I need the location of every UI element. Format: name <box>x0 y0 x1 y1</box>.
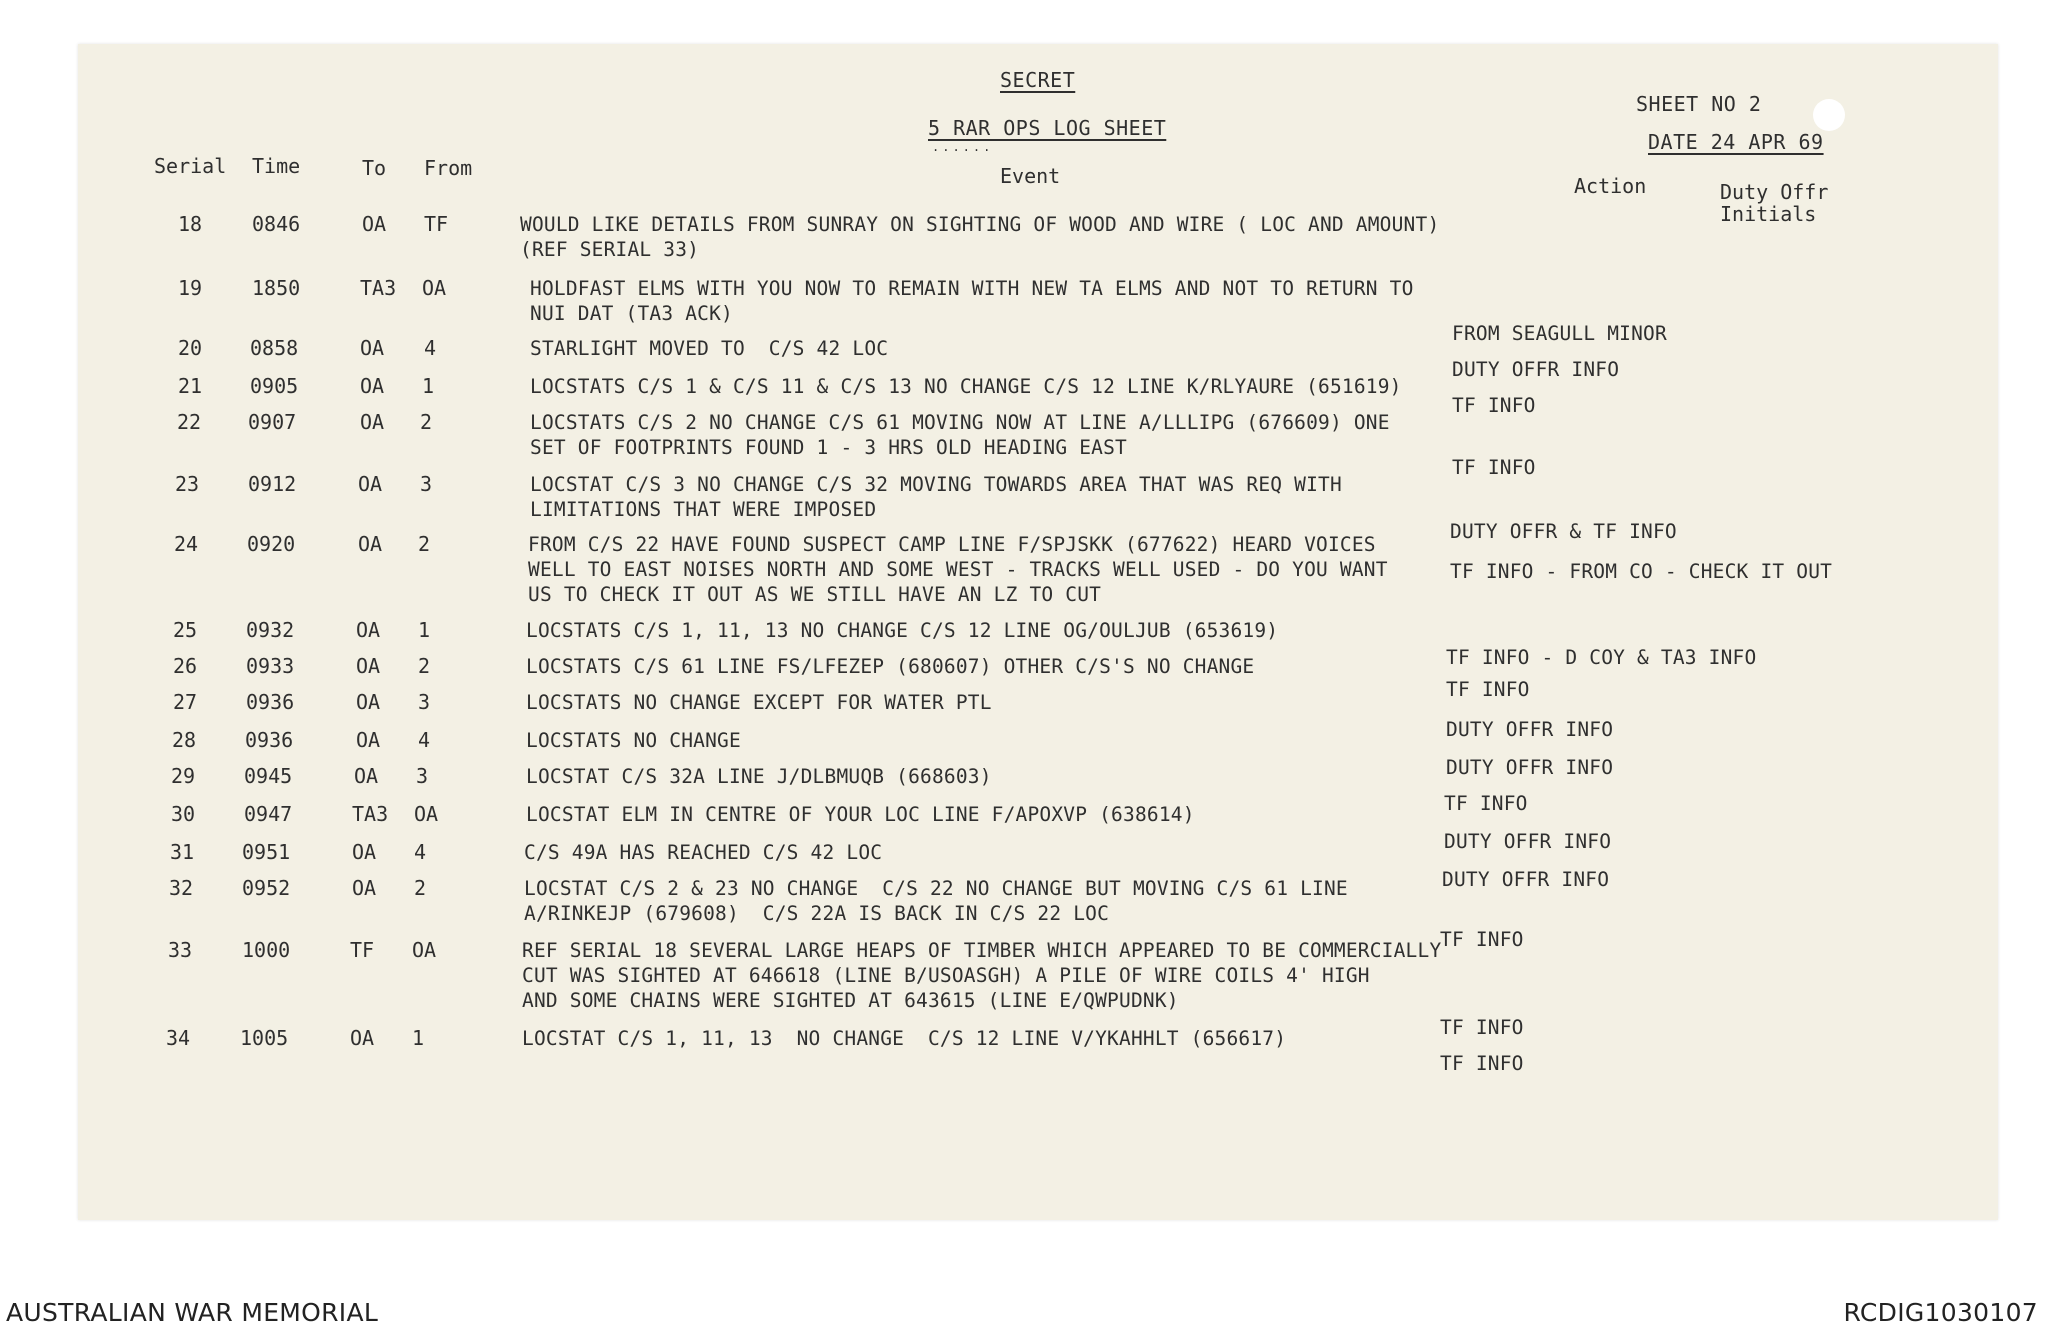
row-event: LOCSTAT C/S 2 & 23 NO CHANGE C/S 22 NO CHANGE BUT MOVING C/S 61 LINE A/RINKEJP (679608) C/S 22A IS BACK IN C/S 22 LOC <box>524 877 1348 925</box>
row-time: 0936 <box>245 728 294 752</box>
row-serial: 31 <box>169 840 195 864</box>
row-time: 0846 <box>252 212 301 236</box>
row-time: 0858 <box>250 336 299 360</box>
row-serial: 30 <box>170 802 196 826</box>
row-from: TF <box>424 212 449 236</box>
row-event: LOCSTATS C/S 61 LINE FS/LFEZEP (680607) OTHER C/S'S NO CHANGE <box>526 655 1255 678</box>
row-event: REF SERIAL 18 SEVERAL LARGE HEAPS OF TIMBER WHICH APPEARED TO BE COMMERCIALLY CUT WAS SIGHTED AT 646618 (LINE B/USOASGH) A PILE OF WIRE COILS 4' HIGH AND SOME CHAINS WERE SIGHTED AT 643615 (LINE E/QWPUDNK) <box>522 939 1442 1012</box>
row-from: 2 <box>418 532 431 556</box>
action-entry: DUTY OFFR INFO <box>1444 830 1612 853</box>
row-serial: 21 <box>177 374 203 398</box>
row-event: STARLIGHT MOVED TO C/S 42 LOC <box>530 337 889 360</box>
row-time: 0920 <box>247 532 296 556</box>
archive-credit: AUSTRALIAN WAR MEMORIAL <box>6 1298 379 1327</box>
row-to: OA <box>354 764 379 788</box>
action-entry: DUTY OFFR INFO <box>1446 718 1614 741</box>
row-event: C/S 49A HAS REACHED C/S 42 LOC <box>524 841 883 864</box>
archive-reference: RCDIG1030107 <box>1843 1298 2038 1327</box>
row-serial: 22 <box>176 410 202 434</box>
row-serial: 24 <box>173 532 199 556</box>
row-from: OA <box>422 276 447 300</box>
col-duty-offr-initials: Initials <box>1720 202 1817 226</box>
row-time: 1005 <box>240 1026 289 1050</box>
action-entry: FROM SEAGULL MINOR <box>1452 322 1667 345</box>
row-event: LOCSTAT C/S 32A LINE J/DLBMUQB (668603) <box>526 765 992 788</box>
action-entry: TF INFO <box>1444 792 1528 815</box>
row-to: OA <box>358 532 383 556</box>
col-action: Action <box>1574 174 1647 198</box>
row-time: 0952 <box>242 876 291 900</box>
row-serial: 26 <box>172 654 198 678</box>
row-event: LOCSTATS C/S 2 NO CHANGE C/S 61 MOVING NOW AT LINE A/LLLIPG (676609) ONE SET OF FOOTPRINTS FOUND 1 - 3 HRS OLD HEADING EAST <box>530 411 1390 459</box>
action-entry: DUTY OFFR INFO <box>1446 756 1614 779</box>
row-serial: 28 <box>171 728 197 752</box>
row-from: 4 <box>418 728 431 752</box>
punch-hole <box>1813 99 1845 131</box>
row-from: 4 <box>414 840 427 864</box>
row-from: 2 <box>418 654 431 678</box>
row-from: 3 <box>416 764 429 788</box>
row-event: LOCSTATS NO CHANGE <box>526 729 741 752</box>
row-serial: 20 <box>177 336 203 360</box>
row-serial: 27 <box>172 690 198 714</box>
row-event: WOULD LIKE DETAILS FROM SUNRAY ON SIGHTING OF WOOD AND WIRE ( LOC AND AMOUNT) (REF SERIAL 33) <box>520 213 1440 261</box>
row-time: 0907 <box>248 410 297 434</box>
row-to: TF <box>350 938 375 962</box>
row-to: OA <box>356 690 381 714</box>
row-to: OA <box>360 410 385 434</box>
action-entry: DUTY OFFR & TF INFO <box>1450 520 1677 543</box>
row-from: 3 <box>418 690 431 714</box>
document-title: 5 RAR OPS LOG SHEET <box>928 116 1167 140</box>
row-time: 0905 <box>250 374 299 398</box>
row-from: 2 <box>420 410 433 434</box>
row-from: OA <box>412 938 437 962</box>
row-from: 4 <box>424 336 437 360</box>
row-serial: 33 <box>167 938 193 962</box>
row-serial: 32 <box>168 876 194 900</box>
action-entry: TF INFO <box>1440 1052 1524 1075</box>
row-event: LOCSTATS C/S 1 & C/S 11 & C/S 13 NO CHANGE C/S 12 LINE K/RLYAURE (651619) <box>530 375 1402 398</box>
row-to: OA <box>352 876 377 900</box>
row-time: 0932 <box>246 618 295 642</box>
action-entry: DUTY OFFR INFO <box>1442 868 1610 891</box>
action-entry: TF INFO - D COY & TA3 INFO <box>1446 646 1757 669</box>
row-time: 0912 <box>248 472 297 496</box>
action-entry: TF INFO <box>1452 456 1536 479</box>
row-to: OA <box>360 374 385 398</box>
row-from: OA <box>414 802 439 826</box>
row-from: 1 <box>412 1026 425 1050</box>
row-event: LOCSTAT C/S 3 NO CHANGE C/S 32 MOVING TOWARDS AREA THAT WAS REQ WITH LIMITATIONS THAT WERE IMPOSED <box>530 473 1342 521</box>
action-entry: TF INFO <box>1452 394 1536 417</box>
row-to: OA <box>358 472 383 496</box>
action-entry: TF INFO <box>1440 928 1524 951</box>
row-time: 1850 <box>252 276 301 300</box>
row-time: 0933 <box>246 654 295 678</box>
sheet-number: SHEET NO 2 <box>1636 92 1762 116</box>
row-serial: 34 <box>165 1026 191 1050</box>
row-serial: 29 <box>170 764 196 788</box>
row-event: LOCSTATS C/S 1, 11, 13 NO CHANGE C/S 12 LINE OG/OULJUB (653619) <box>526 619 1279 642</box>
row-serial: 23 <box>174 472 200 496</box>
row-to: OA <box>356 654 381 678</box>
row-to: OA <box>360 336 385 360</box>
row-time: 0945 <box>244 764 293 788</box>
row-time: 1000 <box>242 938 291 962</box>
action-entry: TF INFO <box>1440 1016 1524 1039</box>
row-to: TA3 <box>352 802 389 826</box>
row-event: LOCSTATS NO CHANGE EXCEPT FOR WATER PTL <box>526 691 992 714</box>
row-to: OA <box>356 728 381 752</box>
row-to: TA3 <box>360 276 397 300</box>
row-serial: 18 <box>177 212 203 236</box>
row-time: 0936 <box>246 690 295 714</box>
col-serial: Serial <box>154 154 227 178</box>
col-to: To <box>362 156 387 180</box>
row-time: 0951 <box>242 840 291 864</box>
col-event: Event <box>1000 164 1061 188</box>
row-to: OA <box>350 1026 375 1050</box>
row-from: 1 <box>422 374 435 398</box>
row-from: 3 <box>420 472 433 496</box>
row-from: 2 <box>414 876 427 900</box>
row-time: 0947 <box>244 802 293 826</box>
row-event: LOCSTAT ELM IN CENTRE OF YOUR LOC LINE F/APOXVP (638614) <box>526 803 1195 826</box>
col-from: From <box>424 156 473 180</box>
col-time: Time <box>252 154 301 178</box>
row-event: FROM C/S 22 HAVE FOUND SUSPECT CAMP LINE F/SPJSKK (677622) HEARD VOICES WELL TO EAST NOISES NORTH AND SOME WEST - TRACKS WELL USED - DO YOU WANT US TO CHECK IT OUT AS WE STILL HAVE AN LZ TO CUT <box>528 533 1388 606</box>
action-entry: TF INFO - FROM CO - CHECK IT OUT <box>1450 560 1833 583</box>
title-underline-dots: ...... <box>932 140 994 154</box>
row-event: HOLDFAST ELMS WITH YOU NOW TO REMAIN WITH NEW TA ELMS AND NOT TO RETURN TO NUI DAT (TA3 ACK) <box>530 277 1414 325</box>
row-serial: 25 <box>172 618 198 642</box>
classification-marking: SECRET <box>1000 68 1076 92</box>
action-entry: DUTY OFFR INFO <box>1452 358 1620 381</box>
action-entry: TF INFO <box>1446 678 1530 701</box>
row-event: LOCSTAT C/S 1, 11, 13 NO CHANGE C/S 12 LINE V/YKAHHLT (656617) <box>522 1027 1287 1050</box>
row-serial: 19 <box>177 276 203 300</box>
col-duty-offr: Duty Offr <box>1720 180 1829 204</box>
row-to: OA <box>352 840 377 864</box>
row-to: OA <box>362 212 387 236</box>
row-from: 1 <box>418 618 431 642</box>
row-to: OA <box>356 618 381 642</box>
sheet-date: DATE 24 APR 69 <box>1648 130 1824 154</box>
